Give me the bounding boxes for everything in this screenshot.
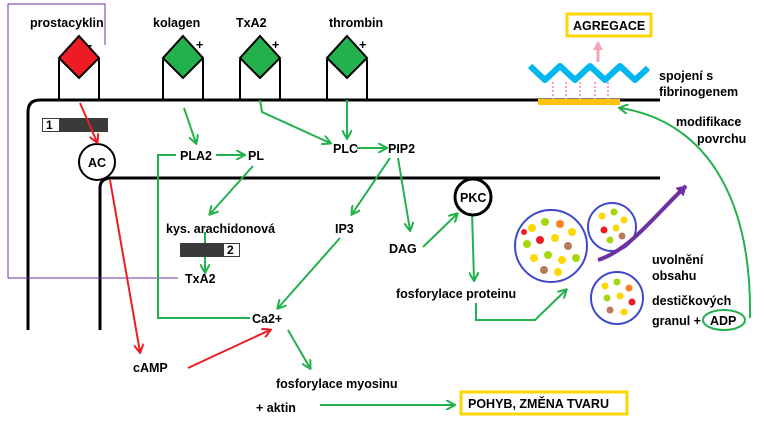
fibrinogen-links <box>553 82 608 99</box>
granul-plus: granul + <box>652 314 701 328</box>
marker-1-label: 1 <box>46 118 53 132</box>
ip3-label: IP3 <box>335 222 354 236</box>
label-thrombin: thrombin <box>329 16 384 30</box>
pip2-label: PIP2 <box>388 142 416 156</box>
label-txa2-receptor: TxA2 <box>236 16 267 30</box>
sign-txa2: + <box>272 38 280 52</box>
sign-thrombin: + <box>359 38 367 52</box>
uvolneni: uvolnění <box>652 253 704 267</box>
obsahu: obsahu <box>652 269 697 283</box>
marker-2-label: 2 <box>227 243 234 257</box>
pkc-label: PKC <box>460 191 487 205</box>
adp-label: ADP <box>710 314 737 328</box>
agregace-label: AGREGACE <box>573 19 646 33</box>
arrow-ac-camp <box>110 180 140 352</box>
camp-label: cAMP <box>133 361 168 375</box>
fosforylace-myosinu-label: fosforylace myosinu <box>276 377 398 391</box>
spojeni-s: spojení s <box>659 69 714 83</box>
modifikace: modifikace <box>676 115 742 129</box>
pohyb-label: POHYB, ZMĚNA TVARU <box>468 397 609 411</box>
plc-label: PLC <box>333 142 358 156</box>
granule-large <box>515 210 587 282</box>
sign-kolagen: + <box>196 38 204 52</box>
pl-label: PL <box>248 149 264 163</box>
fibrinogen-zigzag <box>530 66 648 80</box>
fosforylace-proteinu-label: fosforylace proteinu <box>396 287 517 301</box>
granule-lower <box>591 272 643 324</box>
pla2-label: PLA2 <box>180 149 212 163</box>
kys-arachidonova-label: kys. arachidonová <box>166 222 276 236</box>
label-prostacyklin: prostacyklin <box>30 16 104 30</box>
txa2-product-label: TxA2 <box>185 272 216 286</box>
arrow-camp-ca2 <box>188 330 270 368</box>
ca2-label: Ca2+ <box>252 312 283 326</box>
dag-label: DAG <box>389 242 417 256</box>
fibrinogenem: fibrinogenem <box>659 85 739 99</box>
aktin-label: + aktin <box>256 401 296 415</box>
label-kolagen: kolagen <box>153 16 201 30</box>
povrchu: povrchu <box>697 132 747 146</box>
integrin-bar <box>538 99 620 105</box>
receptor-prostacyclin <box>59 36 99 100</box>
ac-label: AC <box>88 156 107 170</box>
sign-prostacyklin: - <box>88 38 93 52</box>
destickovych: destičkových <box>652 294 732 308</box>
